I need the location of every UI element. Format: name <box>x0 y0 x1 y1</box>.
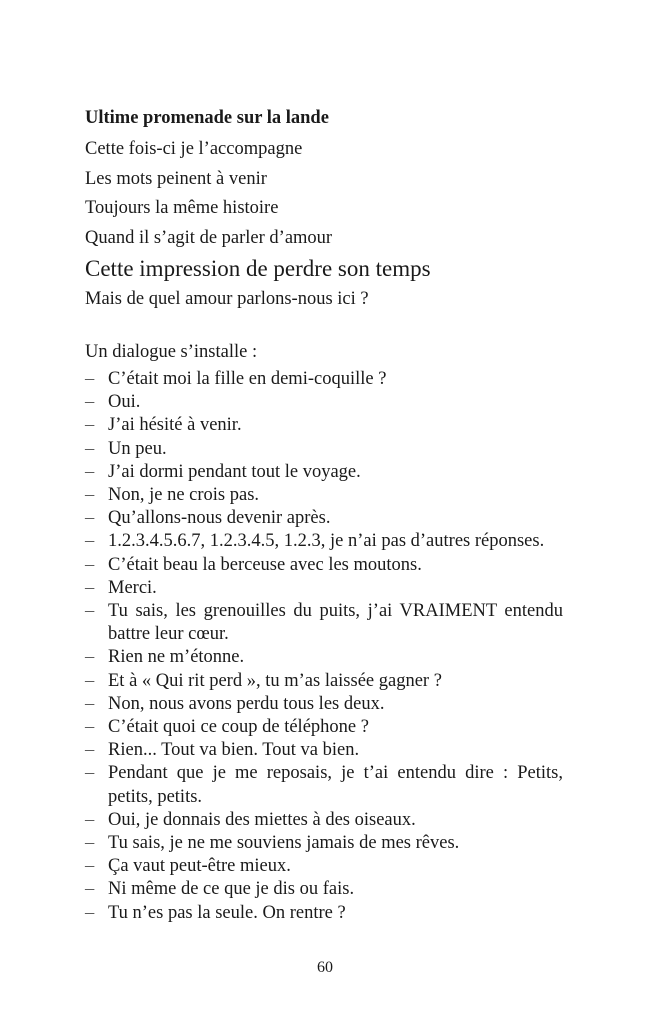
dialogue-text: J’ai dormi pendant tout le voyage. <box>108 461 361 482</box>
dialogue-line <box>85 577 563 600</box>
dialogue-text: Qu’allons-nous devenir après. <box>108 508 331 529</box>
dialogue-text: Non, je ne crois pas. <box>108 485 260 506</box>
dialogue-dash: – <box>85 717 95 738</box>
dialogue-line <box>85 739 563 762</box>
dialogue-line <box>85 716 563 739</box>
dialogue-line <box>85 762 563 808</box>
dialogue-dash: – <box>85 763 95 784</box>
dialogue-line <box>85 484 563 507</box>
dialogue-dash: – <box>85 461 95 482</box>
dialogue-line <box>85 902 563 925</box>
dialogue-line <box>85 600 563 646</box>
dialogue-text: Ça vaut peut-être mieux. <box>108 856 291 877</box>
dialogue-text: Tu sais, les grenouilles du puits, j’ai VRAIMENT entendu battre leur cœur. <box>108 601 563 645</box>
dialogue-dash: – <box>85 485 95 506</box>
dialogue-text: Oui, je donnais des miettes à des oiseaux. <box>108 809 416 830</box>
poem-line: Mais de quel amour parlons-nous ici ? <box>85 289 369 309</box>
dialogue-dash: – <box>85 438 95 459</box>
dialogue-text: C’était moi la fille en demi-coquille ? <box>108 369 387 389</box>
dialogue-list <box>85 368 563 925</box>
dialogue-text: C’était quoi ce coup de téléphone ? <box>108 717 369 738</box>
poem-line: Les mots peinent à venir <box>85 168 267 189</box>
dialogue-dash: – <box>85 693 95 714</box>
dialogue-text: J’ai hésité à venir. <box>108 415 242 436</box>
poem-line: Quand il s’agit de parler d’amour <box>85 227 333 248</box>
dialogue-text: Rien... Tout va bien. Tout va bien. <box>108 740 360 761</box>
dialogue-line <box>85 809 563 832</box>
dialogue-line <box>85 438 563 461</box>
dialogue-dash: – <box>85 809 95 830</box>
dialogue-line <box>85 693 563 716</box>
dialogue-dash: – <box>85 833 95 854</box>
dialogue-line <box>85 368 563 391</box>
dialogue-dash: – <box>85 740 95 761</box>
dialogue-line <box>85 414 563 437</box>
dialogue-dash: – <box>85 601 95 622</box>
dialogue-line <box>85 530 563 553</box>
dialogue-line <box>85 507 563 530</box>
page-number: 60 <box>317 959 333 976</box>
dialogue-dash: – <box>85 670 95 691</box>
poem-line: Cette impression de perdre son temps <box>85 256 431 281</box>
dialogue-text: Oui. <box>108 392 141 413</box>
dialogue-line <box>85 391 563 414</box>
dialogue-line <box>85 670 563 693</box>
dialogue-intro: Un dialogue s’installe : <box>85 342 258 362</box>
section-title: Ultime promenade sur la lande <box>85 108 329 128</box>
dialogue-text: C’était beau la berceuse avec les moutons. <box>108 554 422 575</box>
dialogue-text: 1.2.3.4.5.6.7, 1.2.3.4.5, 1.2.3, je n’ai pas d’autres réponses. <box>108 531 545 552</box>
dialogue-dash: – <box>85 531 95 552</box>
dialogue-line <box>85 554 563 577</box>
poem-block <box>85 135 431 315</box>
poem-line: Toujours la même histoire <box>85 198 279 218</box>
dialogue-text: Rien ne m’étonne. <box>108 647 245 668</box>
poem-line: Cette fois-ci je l’accompagne <box>85 139 303 159</box>
dialogue-text: Pendant que je me reposais, je t’ai entendu dire : Petits, petits, petits. <box>108 763 563 807</box>
dialogue-text: Tu n’es pas la seule. On rentre ? <box>108 902 346 923</box>
dialogue-dash: – <box>85 392 95 413</box>
dialogue-dash: – <box>85 879 95 900</box>
dialogue-dash: – <box>85 647 95 668</box>
dialogue-text: Et à « Qui rit perd », tu m’as laissée gagner ? <box>108 670 442 691</box>
book-page <box>85 0 565 1035</box>
dialogue-line <box>85 832 563 855</box>
dialogue-dash: – <box>85 508 95 529</box>
dialogue-text: Ni même de ce que je dis ou fais. <box>108 879 355 900</box>
dialogue-text: Merci. <box>108 577 157 598</box>
dialogue-line <box>85 461 563 484</box>
dialogue-line <box>85 855 563 878</box>
dialogue-text: Un peu. <box>108 438 167 459</box>
dialogue-line <box>85 878 563 901</box>
dialogue-dash: – <box>85 415 95 436</box>
dialogue-dash: – <box>85 902 95 923</box>
dialogue-dash: – <box>85 856 95 877</box>
dialogue-dash: – <box>85 369 95 389</box>
dialogue-dash: – <box>85 577 95 598</box>
dialogue-dash: – <box>85 554 95 575</box>
dialogue-text: Tu sais, je ne me souviens jamais de mes rêves. <box>108 833 460 854</box>
dialogue-line <box>85 646 563 669</box>
dialogue-text: Non, nous avons perdu tous les deux. <box>108 693 385 714</box>
